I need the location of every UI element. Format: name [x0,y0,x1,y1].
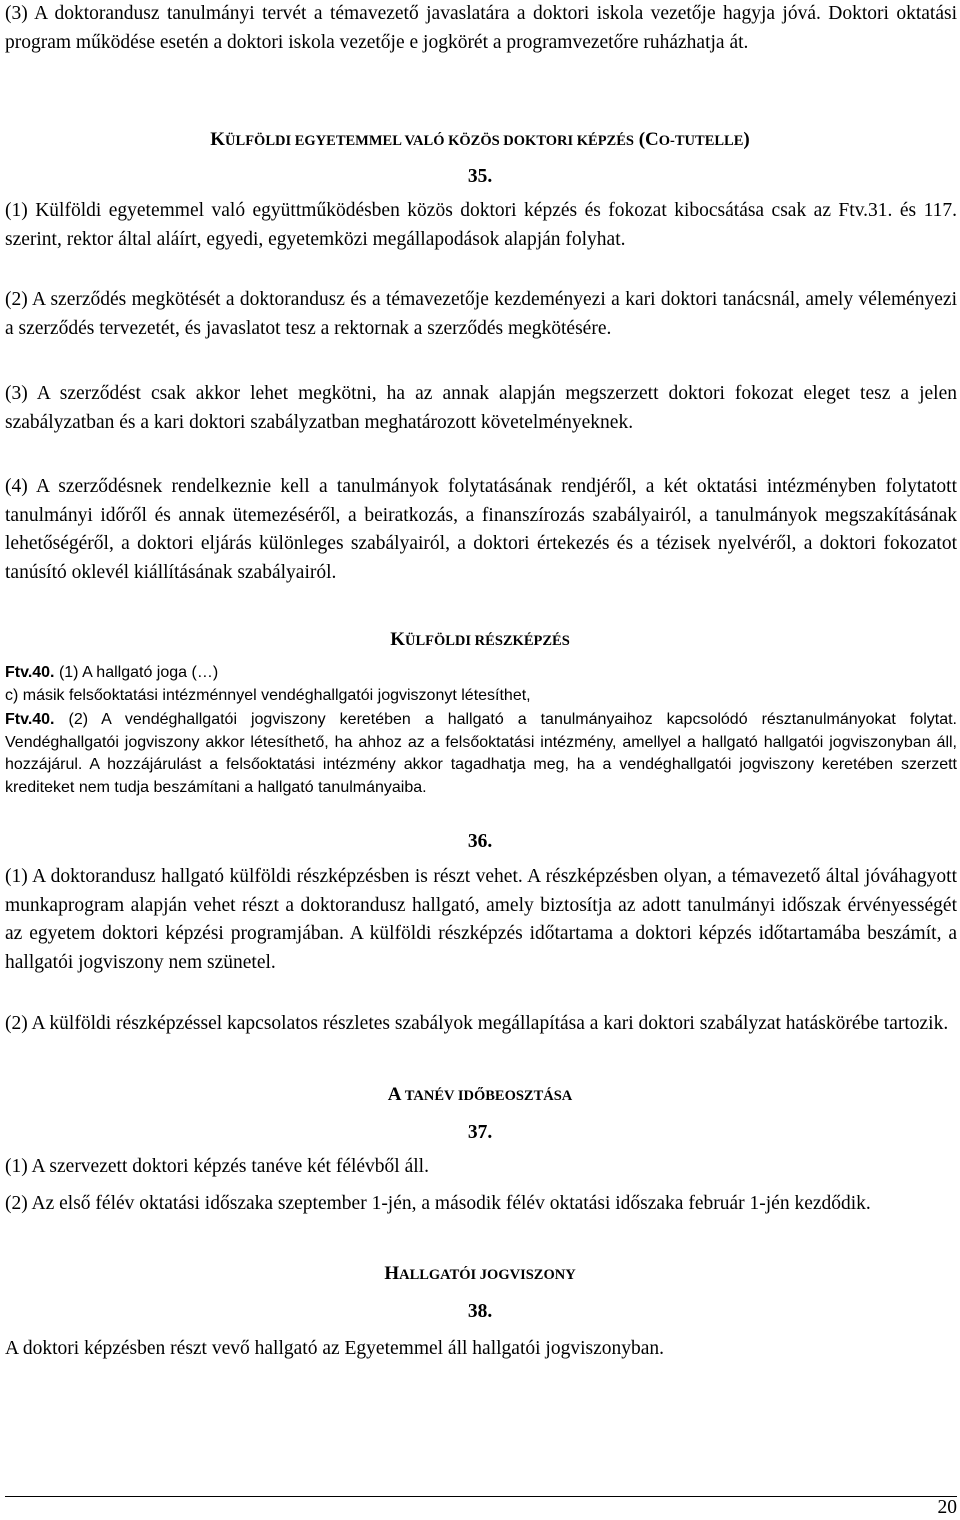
section-number-37: 37. [467,1122,493,1143]
paragraph-35-1: (1) Külföldi egyetemmel való együttműködésben közös doktori képzés és fokozat kibocsátása csak az Ftv.31. és 117. szerint, rektor által aláírt, egyedi, egyetemközi megállapodások alapján folyhat. [5,200,957,250]
heading-student-status: HALLGATÓI JOGVISZONY [384,1263,576,1284]
paragraph-38-1: A doktori képzésben részt vevő hallgató az Egyetemmel áll hallgatói jogviszonyban. [5,1338,665,1359]
heading-academic-year-schedule: A TANÉV IDŐBEOSZTÁSA [387,1084,573,1105]
paragraph-35-2: (2) A szerződés megkötését a doktorandusz és a témavezetője kezdeményezi a kari doktori tanácsnál, amely véleményezi a szerződés tervezetét, és javaslatot tesz a rektornak a szerződés megkötésére. [5,289,957,339]
paragraph-37-1: (1) A szervezett doktori képzés tanéve két félévből áll. [5,1156,429,1177]
paragraph-37-2: (2) Az első félév oktatási időszaka szeptember 1-jén, a második félév oktatási időszaka február 1-jén kezdődik. [5,1193,871,1214]
section-number-35: 35. [467,166,493,187]
section-number-36: 36. [467,831,493,852]
paragraph-35-3: (3) A szerződést csak akkor lehet megkötni, ha az annak alapján megszerzett doktori fokozat eleget tesz a jelen szabályzatban és a kari doktori szabályzatban meghatározott követelményeknek. [5,383,957,433]
section-number-38: 38. [467,1301,493,1322]
paragraph-36-2: (2) A külföldi részképzéssel kapcsolatos részletes szabályok megállapítása a kari doktori szabályzat hatáskörébe tartozik. [5,1013,949,1034]
quote-ftv-40-2: Ftv.40. (2) A vendéghallgatói jogviszony keretében a hallgató a tanulmányaihoz kapcsolódó résztanulmányokat folytat. Vendéghallgatói jogviszony akkor létesíthető, ha ahhoz az a felsőoktatási intézmény, amellyel a hallgató hallgatói jogviszonyban áll, hozzájárul. A hozzájárulást a felsőoktatási intézmény akkor tagadhatja meg, ha a vendéghallgatói jogviszony keretében szerzett krediteket nem tudja beszámítani a hallgató tanulmányaiba. [5,711,957,796]
page-number: 20 [937,1497,957,1518]
heading-foreign-partial-training: KÜLFÖLDI RÉSZKÉPZÉS [390,629,570,650]
heading-joint-doctoral-training: KÜLFÖLDI EGYETEMMEL VALÓ KÖZÖS DOKTORI KÉPZÉS (CO-TUTELLE) [210,129,750,150]
quote-ftv-40-1: Ftv.40. (1) A hallgató joga (…) [5,664,219,681]
paragraph-intro-3: (3) A doktorandusz tanulmányi tervét a témavezető javaslatára a doktori iskola vezetője hagyja jóvá. Doktori oktatási program működése esetén a doktori iskola vezetője e jogkörét a programvezetőre ruházhatja át. [5,3,957,53]
paragraph-35-4: (4) A szerződésnek rendelkeznie kell a tanulmányok folytatásának rendjéről, a két oktatási intézményben folytatott tanulmányi időről és annak ütemezéséről, a beiratkozás, a finanszírozás szabályairól, a tanulmányok megszakításának lehetőségéről, a doktori eljárás különleges szabályairól, a doktori értekezés és a tézisek nyelvéről, a doktori fokozatot tanúsító oklevél kiállításának szabályairól. [5,476,957,583]
quote-ftv-40-1-c: c) másik felsőoktatási intézménnyel vendéghallgatói jogviszonyt létesíthet, [5,687,531,704]
paragraph-36-1: (1) A doktorandusz hallgató külföldi részképzésben is részt vehet. A részképzésben olyan, a témavezető által jóváhagyott munkaprogram alapján vehet részt a doktorandusz hallgató, amely biztosítja az adott tanulmányi időszak érvényességét az egyetem doktori képzési programjában. A külföldi részképzés időtartama a doktori képzés időtartamába beszámít, a hallgatói jogviszony nem szünetel. [5,866,957,973]
footer-divider [5,1496,957,1497]
